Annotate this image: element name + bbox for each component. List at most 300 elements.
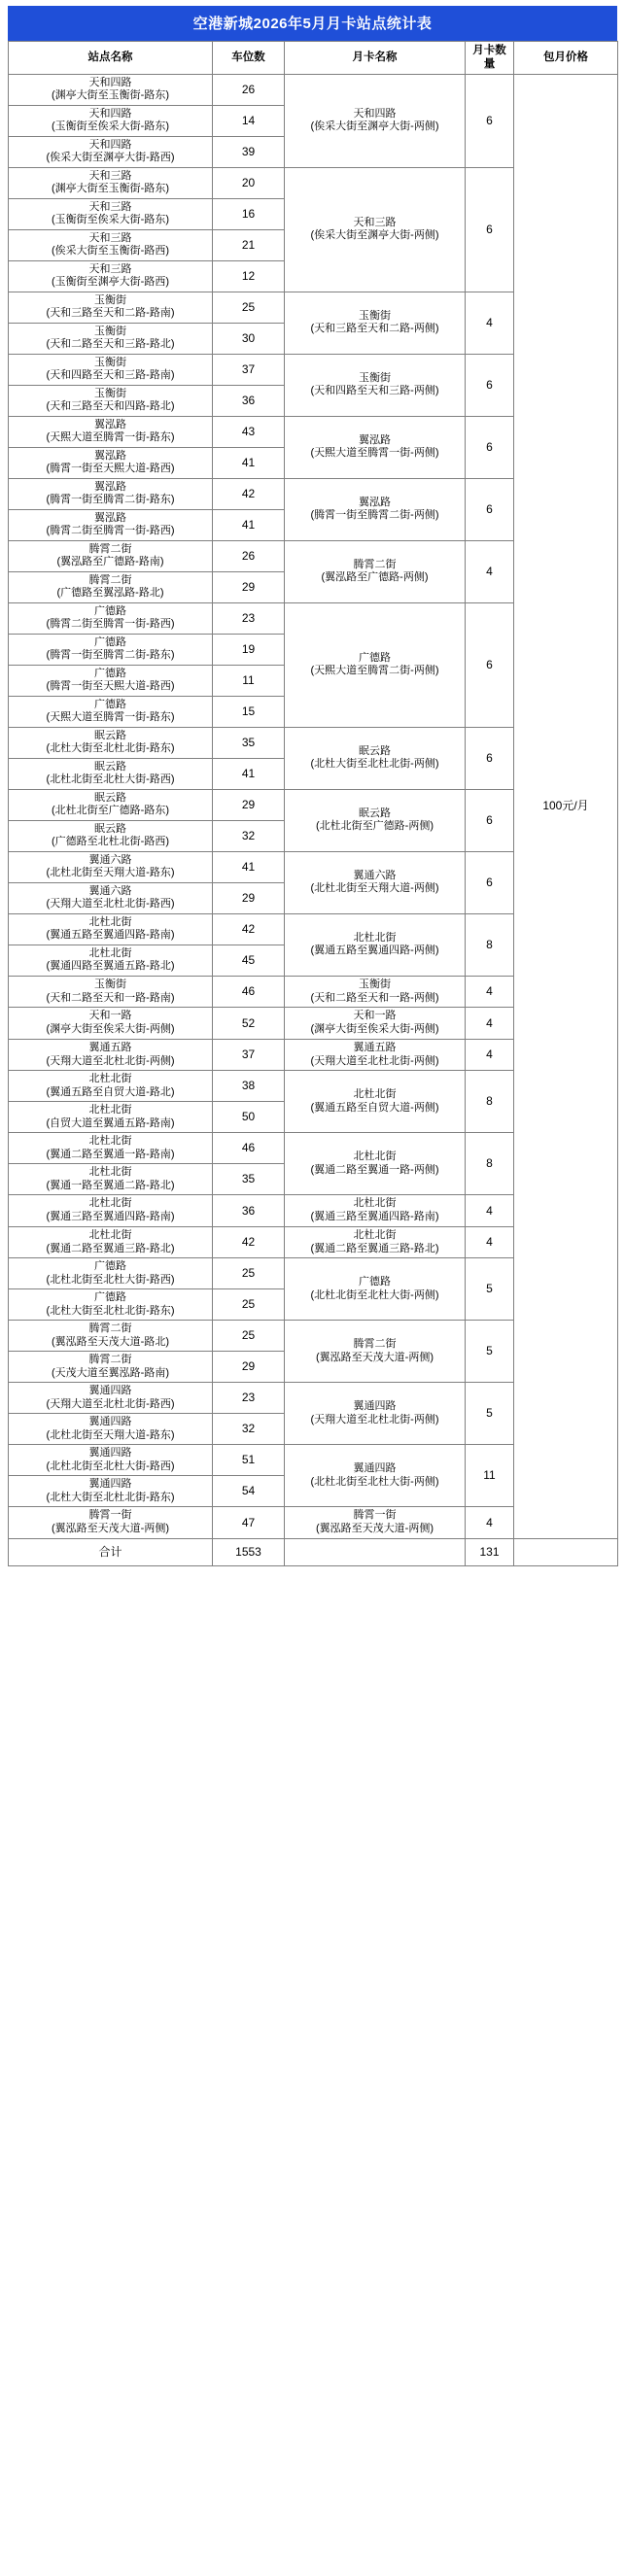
card-name-line1: 腾霄二街 bbox=[353, 558, 397, 570]
slot-count-cell: 41 bbox=[213, 758, 285, 789]
card-name-cell bbox=[285, 292, 466, 354]
station-name-cell bbox=[9, 913, 213, 945]
station-name-line1: 广德路 bbox=[94, 604, 126, 617]
slot-count-cell: 45 bbox=[213, 945, 285, 976]
station-name-line1: 广德路 bbox=[94, 1291, 126, 1303]
station-name-cell bbox=[9, 354, 213, 385]
station-name-line2: (腾霄一街至天熙大道-路西) bbox=[46, 680, 175, 693]
slot-count-cell: 41 bbox=[213, 851, 285, 882]
card-name-line1: 北杜北街 bbox=[353, 931, 397, 944]
station-name-line1: 翼通六路 bbox=[88, 884, 132, 897]
station-name-line1: 腾霄二街 bbox=[88, 542, 132, 555]
slot-count-cell: 29 bbox=[213, 882, 285, 913]
slot-count-cell: 26 bbox=[213, 74, 285, 105]
slot-count-cell: 29 bbox=[213, 571, 285, 602]
card-name-cell bbox=[285, 1226, 466, 1258]
station-name-cell bbox=[9, 945, 213, 976]
station-name-line2: (翼通二路至翼通三路-路北) bbox=[46, 1242, 175, 1254]
station-name-cell bbox=[9, 1321, 213, 1352]
column-header-card: 月卡名称 bbox=[285, 42, 466, 75]
card-name-line2: (翼泓路至天茂大道-两侧) bbox=[316, 1523, 434, 1534]
station-name-cell bbox=[9, 1164, 213, 1195]
card-name-line1: 广德路 bbox=[359, 651, 391, 664]
card-name-cell bbox=[285, 478, 466, 540]
card-count-cell: 6 bbox=[466, 167, 514, 292]
station-name-line1: 腾霄二街 bbox=[88, 1322, 132, 1334]
card-name-line1: 腾霄一街 bbox=[353, 1509, 397, 1522]
station-name-cell bbox=[9, 1289, 213, 1321]
station-name-line1: 眠云路 bbox=[94, 729, 126, 741]
station-name-line2: (渊亭大街至玉衡街-路东) bbox=[52, 183, 169, 195]
total-count-cell: 131 bbox=[466, 1538, 514, 1565]
card-count-cell: 4 bbox=[466, 292, 514, 354]
card-name-line1: 天和三路 bbox=[353, 216, 397, 228]
station-name-cell bbox=[9, 665, 213, 696]
card-name-line2: (天和三路至天和二路-两侧) bbox=[310, 323, 439, 335]
monthly-card-station-table bbox=[8, 41, 618, 1566]
station-name-line2: (翼通三路至翼通四路-路南) bbox=[46, 1211, 175, 1222]
station-name-line1: 翼泓路 bbox=[94, 511, 126, 524]
slot-count-cell: 12 bbox=[213, 260, 285, 292]
station-name-line2: (天茂大道至翼泓路-路南) bbox=[52, 1366, 169, 1379]
station-name-cell bbox=[9, 478, 213, 509]
station-name-cell bbox=[9, 820, 213, 851]
card-name-line2: (天和四路至天和三路-两侧) bbox=[310, 385, 439, 397]
card-name-line2: (天翔大道至北杜北街-两侧) bbox=[310, 1054, 439, 1067]
card-name-line1: 腾霄二街 bbox=[353, 1338, 397, 1350]
station-name-line2: (翼泓路至天茂大道-两侧) bbox=[52, 1523, 169, 1534]
station-name-cell bbox=[9, 260, 213, 292]
card-name-line2: (北杜大街至北杜北街-两侧) bbox=[310, 758, 439, 771]
station-name-cell bbox=[9, 198, 213, 229]
card-count-cell: 4 bbox=[466, 1039, 514, 1071]
card-count-cell: 11 bbox=[466, 1445, 514, 1507]
card-name-line2: (翼泓路至广德路-两侧) bbox=[321, 571, 429, 584]
station-name-line1: 眠云路 bbox=[94, 822, 126, 835]
card-name-line1: 天和一路 bbox=[353, 1010, 397, 1022]
card-name-line1: 玉衡街 bbox=[359, 371, 391, 384]
station-name-cell bbox=[9, 167, 213, 198]
station-name-line1: 天和一路 bbox=[88, 1010, 132, 1022]
card-name-cell bbox=[285, 1008, 466, 1040]
card-name-line1: 北杜北街 bbox=[353, 1197, 397, 1210]
slot-count-cell: 25 bbox=[213, 292, 285, 323]
slot-count-cell: 16 bbox=[213, 198, 285, 229]
slot-count-cell: 41 bbox=[213, 447, 285, 478]
slot-count-cell: 50 bbox=[213, 1102, 285, 1133]
slot-count-cell: 23 bbox=[213, 602, 285, 634]
card-count-cell: 5 bbox=[466, 1258, 514, 1321]
card-name-line1: 玉衡街 bbox=[359, 978, 391, 990]
column-header-station: 站点名称 bbox=[9, 42, 213, 75]
card-name-cell bbox=[285, 1321, 466, 1383]
station-name-line2: (北杜北街至北杜大街-路西) bbox=[46, 1460, 175, 1472]
column-header-slots: 车位数 bbox=[213, 42, 285, 75]
card-name-cell bbox=[285, 1195, 466, 1227]
slot-count-cell: 52 bbox=[213, 1008, 285, 1040]
card-name-line1: 翼通六路 bbox=[353, 869, 397, 881]
station-name-line1: 翼通四路 bbox=[88, 1478, 132, 1490]
card-name-line1: 眠云路 bbox=[359, 744, 391, 757]
station-name-line1: 天和三路 bbox=[88, 262, 132, 275]
station-name-line1: 天和四路 bbox=[88, 76, 132, 88]
card-name-cell bbox=[285, 1258, 466, 1321]
slot-count-cell: 51 bbox=[213, 1445, 285, 1476]
slot-count-cell: 25 bbox=[213, 1258, 285, 1289]
card-name-line1: 翼通五路 bbox=[353, 1041, 397, 1053]
station-name-line2: (俟采大街至玉衡街-路西) bbox=[52, 245, 169, 258]
card-name-line1: 翼通四路 bbox=[353, 1462, 397, 1474]
card-name-line2: (北杜北街至天翔大道-两侧) bbox=[310, 882, 439, 895]
station-name-line1: 玉衡街 bbox=[94, 325, 126, 337]
station-name-cell bbox=[9, 105, 213, 136]
card-name-line1: 翼泓路 bbox=[359, 433, 391, 446]
station-name-cell bbox=[9, 1039, 213, 1071]
station-name-cell bbox=[9, 74, 213, 105]
station-name-cell bbox=[9, 1445, 213, 1476]
card-name-cell bbox=[285, 74, 466, 167]
station-name-cell bbox=[9, 385, 213, 416]
card-count-cell: 8 bbox=[466, 1133, 514, 1195]
card-name-line1: 广德路 bbox=[359, 1276, 391, 1288]
slot-count-cell: 32 bbox=[213, 820, 285, 851]
card-name-line2: (北杜北街至广德路-两侧) bbox=[316, 820, 434, 833]
slot-count-cell: 11 bbox=[213, 665, 285, 696]
station-name-line2: (北杜大街至北杜北街-路东) bbox=[46, 742, 175, 755]
station-name-line2: (天熙大道至腾霄一街-路东) bbox=[46, 711, 175, 724]
card-name-line2: (翼通五路至自贸大道-两侧) bbox=[310, 1101, 439, 1114]
slot-count-cell: 41 bbox=[213, 509, 285, 540]
station-name-line2: (北杜北街至天翔大道-路东) bbox=[46, 1428, 175, 1441]
station-name-line1: 翼通四路 bbox=[88, 1385, 132, 1396]
station-name-line2: (北杜北街至北杜大街-路西) bbox=[46, 773, 175, 786]
slot-count-cell: 20 bbox=[213, 167, 285, 198]
card-name-line2: (天熙大道至腾霄一街-两侧) bbox=[310, 447, 439, 460]
station-name-cell bbox=[9, 1352, 213, 1383]
slot-count-cell: 38 bbox=[213, 1071, 285, 1102]
card-name-cell bbox=[285, 851, 466, 913]
slot-count-cell: 36 bbox=[213, 385, 285, 416]
station-name-line2: (翼通二路至翼通一路-路南) bbox=[46, 1148, 175, 1160]
station-name-line1: 北杜北街 bbox=[88, 1135, 132, 1147]
slot-count-cell: 26 bbox=[213, 540, 285, 571]
card-name-line2: (翼通二路至翼通一路-两侧) bbox=[310, 1163, 439, 1176]
card-count-cell: 4 bbox=[466, 1226, 514, 1258]
card-name-cell bbox=[285, 1039, 466, 1071]
station-name-line1: 北杜北街 bbox=[88, 1073, 132, 1084]
station-name-line1: 北杜北街 bbox=[88, 1166, 132, 1178]
card-count-cell: 4 bbox=[466, 1195, 514, 1227]
station-name-line1: 翼泓路 bbox=[94, 418, 126, 430]
slot-count-cell: 46 bbox=[213, 976, 285, 1008]
card-count-cell: 8 bbox=[466, 913, 514, 976]
slot-count-cell: 46 bbox=[213, 1133, 285, 1164]
total-card-blank-cell bbox=[285, 1538, 466, 1565]
station-name-line2: (天翔大道至北杜北街-两侧) bbox=[46, 1054, 175, 1067]
station-name-line2: (自贸大道至翼通五路-路南) bbox=[46, 1116, 175, 1129]
card-name-cell bbox=[285, 167, 466, 292]
card-name-cell bbox=[285, 602, 466, 727]
station-name-line1: 腾霄二街 bbox=[88, 1354, 132, 1365]
station-name-cell bbox=[9, 1476, 213, 1507]
station-name-line1: 翼通四路 bbox=[88, 1447, 132, 1459]
card-count-cell: 6 bbox=[466, 789, 514, 851]
station-name-cell bbox=[9, 416, 213, 447]
price-cell: 100元/月 bbox=[514, 74, 618, 1538]
card-name-cell bbox=[285, 416, 466, 478]
column-header-price: 包月价格 bbox=[514, 42, 618, 75]
station-name-line1: 腾霄二街 bbox=[88, 573, 132, 586]
station-name-line1: 天和四路 bbox=[88, 107, 132, 120]
card-name-cell bbox=[285, 540, 466, 602]
slot-count-cell: 42 bbox=[213, 913, 285, 945]
station-name-line1: 天和三路 bbox=[88, 200, 132, 213]
station-name-line1: 北杜北街 bbox=[88, 946, 132, 959]
slot-count-cell: 37 bbox=[213, 1039, 285, 1071]
slot-count-cell: 47 bbox=[213, 1507, 285, 1539]
station-name-line1: 翼通四路 bbox=[88, 1416, 132, 1427]
card-count-cell: 4 bbox=[466, 540, 514, 602]
station-name-line2: (北杜北街至广德路-路东) bbox=[52, 805, 169, 817]
card-count-cell: 6 bbox=[466, 416, 514, 478]
station-name-line1: 玉衡街 bbox=[94, 356, 126, 368]
station-name-line1: 翼通五路 bbox=[88, 1041, 132, 1053]
station-name-line1: 天和三路 bbox=[88, 231, 132, 244]
station-name-line2: (天熙大道至腾霄一街-路东) bbox=[46, 431, 175, 444]
card-name-line2: (天翔大道至北杜北街-两侧) bbox=[310, 1413, 439, 1425]
station-name-line2: (腾霄一街至腾霄二街-路东) bbox=[46, 494, 175, 506]
station-name-line2: (翼通四路至翼通五路-路北) bbox=[46, 960, 175, 973]
station-name-line1: 广德路 bbox=[94, 667, 126, 679]
slot-count-cell: 25 bbox=[213, 1289, 285, 1321]
station-name-cell bbox=[9, 136, 213, 167]
card-count-cell: 8 bbox=[466, 1071, 514, 1133]
card-name-line2: (天和二路至天和一路-两侧) bbox=[310, 991, 439, 1004]
card-name-line1: 翼泓路 bbox=[359, 496, 391, 508]
slot-count-cell: 14 bbox=[213, 105, 285, 136]
card-name-cell bbox=[285, 789, 466, 851]
card-name-line2: (渊亭大街至俟采大街-两侧) bbox=[310, 1023, 439, 1035]
station-name-line1: 翼泓路 bbox=[94, 480, 126, 493]
card-name-line2: (俟采大街至渊亭大街-两侧) bbox=[310, 229, 439, 242]
card-count-cell: 6 bbox=[466, 602, 514, 727]
station-name-line1: 玉衡街 bbox=[94, 978, 126, 990]
station-name-cell bbox=[9, 758, 213, 789]
card-count-cell: 6 bbox=[466, 74, 514, 167]
station-name-cell bbox=[9, 1133, 213, 1164]
station-name-line2: (天和四路至天和三路-路南) bbox=[46, 369, 175, 382]
total-slots-cell: 1553 bbox=[213, 1538, 285, 1565]
card-name-line1: 天和四路 bbox=[353, 107, 397, 120]
station-name-cell bbox=[9, 323, 213, 354]
station-name-cell bbox=[9, 509, 213, 540]
station-name-cell bbox=[9, 1102, 213, 1133]
total-price-blank-cell bbox=[514, 1538, 618, 1565]
slot-count-cell: 21 bbox=[213, 229, 285, 260]
card-name-line1: 眠云路 bbox=[359, 807, 391, 819]
card-name-line1: 翼通四路 bbox=[353, 1400, 397, 1412]
station-name-line1: 广德路 bbox=[94, 635, 126, 648]
station-name-cell bbox=[9, 1414, 213, 1445]
card-name-line2: (腾霄一街至腾霄二街-两侧) bbox=[310, 509, 439, 522]
slot-count-cell: 19 bbox=[213, 634, 285, 665]
station-name-line2: (翼通五路至翼通四路-路南) bbox=[46, 929, 175, 942]
card-name-cell bbox=[285, 727, 466, 789]
slot-count-cell: 35 bbox=[213, 727, 285, 758]
station-name-cell bbox=[9, 1258, 213, 1289]
station-name-line2: (玉衡街至渊亭大街-路西) bbox=[52, 276, 169, 289]
card-name-cell bbox=[285, 354, 466, 416]
card-name-line1: 北杜北街 bbox=[353, 1228, 397, 1241]
column-header-count: 月卡数量 bbox=[466, 42, 514, 75]
station-name-cell bbox=[9, 1226, 213, 1258]
station-name-line2: (天和三路至天和二路-路南) bbox=[46, 307, 175, 320]
station-name-line2: (腾霄二街至腾霄一街-路西) bbox=[46, 618, 175, 631]
station-name-cell bbox=[9, 851, 213, 882]
card-count-cell: 6 bbox=[466, 478, 514, 540]
station-name-line1: 玉衡街 bbox=[94, 293, 126, 306]
card-name-cell bbox=[285, 976, 466, 1008]
station-name-line1: 天和四路 bbox=[88, 138, 132, 151]
station-name-line2: (翼通五路至自贸大道-路北) bbox=[46, 1085, 175, 1098]
card-name-cell bbox=[285, 1445, 466, 1507]
station-name-line1: 北杜北街 bbox=[88, 1104, 132, 1116]
station-name-line2: (天翔大道至北杜北街-路西) bbox=[46, 1397, 175, 1410]
station-name-cell bbox=[9, 571, 213, 602]
card-name-line2: (北杜北街至北杜大街-两侧) bbox=[310, 1475, 439, 1488]
slot-count-cell: 42 bbox=[213, 478, 285, 509]
station-name-line2: (广德路至翼泓路-路北) bbox=[56, 587, 164, 600]
station-name-cell bbox=[9, 229, 213, 260]
total-row bbox=[9, 1538, 618, 1565]
station-name-cell bbox=[9, 1195, 213, 1227]
station-name-line1: 翼泓路 bbox=[94, 449, 126, 462]
card-name-line1: 北杜北街 bbox=[353, 1088, 397, 1100]
station-name-line1: 天和三路 bbox=[88, 169, 132, 182]
card-name-line2: (翼泓路至天茂大道-两侧) bbox=[316, 1351, 434, 1363]
station-name-cell bbox=[9, 1507, 213, 1539]
card-name-line1: 北杜北街 bbox=[353, 1151, 397, 1162]
station-name-line1: 眠云路 bbox=[94, 791, 126, 804]
slot-count-cell: 43 bbox=[213, 416, 285, 447]
card-name-line2: (俟采大街至渊亭大街-两侧) bbox=[310, 120, 439, 133]
card-name-line2: (翼通二路至翼通三路-路北) bbox=[310, 1242, 439, 1254]
station-name-cell bbox=[9, 1071, 213, 1102]
card-name-cell bbox=[285, 1071, 466, 1133]
station-name-line2: (腾霄一街至腾霄二街-路东) bbox=[46, 649, 175, 662]
station-name-line1: 北杜北街 bbox=[88, 1228, 132, 1241]
station-name-cell bbox=[9, 540, 213, 571]
card-count-cell: 5 bbox=[466, 1383, 514, 1445]
slot-count-cell: 37 bbox=[213, 354, 285, 385]
station-name-line2: (渊亭大街至俟采大街-两侧) bbox=[46, 1023, 175, 1035]
station-name-line2: (天和二路至天和一路-路南) bbox=[46, 991, 175, 1004]
station-name-line2: (俟采大街至渊亭大街-路西) bbox=[46, 152, 175, 164]
card-count-cell: 6 bbox=[466, 727, 514, 789]
station-name-cell bbox=[9, 447, 213, 478]
station-name-cell bbox=[9, 292, 213, 323]
station-name-line2: (玉衡街至俟采大街-路东) bbox=[52, 120, 169, 133]
station-name-cell bbox=[9, 634, 213, 665]
slot-count-cell: 29 bbox=[213, 789, 285, 820]
card-name-line2: (翼通五路至翼通四路-两侧) bbox=[310, 945, 439, 957]
station-name-line1: 腾霄一街 bbox=[88, 1509, 132, 1522]
page-title: 空港新城2026年5月月卡站点统计表 bbox=[8, 6, 617, 41]
card-count-cell: 6 bbox=[466, 851, 514, 913]
station-name-cell bbox=[9, 1008, 213, 1040]
station-name-cell bbox=[9, 1383, 213, 1414]
slot-count-cell: 42 bbox=[213, 1226, 285, 1258]
station-name-line2: (翼泓路至天茂大道-路北) bbox=[52, 1335, 169, 1348]
station-name-cell bbox=[9, 727, 213, 758]
station-name-line2: (翼泓路至广德路-路南) bbox=[56, 556, 164, 568]
station-name-line2: (北杜大街至北杜北街-路东) bbox=[46, 1491, 175, 1503]
slot-count-cell: 36 bbox=[213, 1195, 285, 1227]
card-name-cell bbox=[285, 913, 466, 976]
slot-count-cell: 30 bbox=[213, 323, 285, 354]
station-name-cell bbox=[9, 789, 213, 820]
card-name-line2: (北杜北街至北杜大街-两侧) bbox=[310, 1288, 439, 1301]
slot-count-cell: 23 bbox=[213, 1383, 285, 1414]
station-name-line1: 北杜北街 bbox=[88, 915, 132, 928]
station-name-line2: (腾霄二街至腾霄一街-路西) bbox=[46, 525, 175, 537]
card-name-cell bbox=[285, 1133, 466, 1195]
card-name-line1: 玉衡街 bbox=[359, 309, 391, 322]
table-row bbox=[9, 74, 618, 105]
slot-count-cell: 15 bbox=[213, 696, 285, 727]
station-name-line2: (翼通一路至翼通二路-路北) bbox=[46, 1179, 175, 1191]
station-name-cell bbox=[9, 602, 213, 634]
slot-count-cell: 35 bbox=[213, 1164, 285, 1195]
station-name-line1: 眠云路 bbox=[94, 760, 126, 773]
station-name-line2: (天和三路至天和四路-路北) bbox=[46, 400, 175, 413]
station-name-line2: (玉衡街至俟采大街-路东) bbox=[52, 214, 169, 226]
slot-count-cell: 54 bbox=[213, 1476, 285, 1507]
station-name-line1: 广德路 bbox=[94, 698, 126, 710]
station-name-line2: (腾霄一街至天熙大道-路西) bbox=[46, 463, 175, 475]
slot-count-cell: 25 bbox=[213, 1321, 285, 1352]
card-name-line2: (天熙大道至腾霄二街-两侧) bbox=[310, 665, 439, 677]
card-name-cell bbox=[285, 1507, 466, 1539]
station-name-line1: 翼通六路 bbox=[88, 853, 132, 866]
station-name-line2: (广德路至北杜北街-路西) bbox=[52, 836, 169, 848]
card-name-line2: (翼通三路至翼通四路-路南) bbox=[310, 1211, 439, 1222]
station-name-line2: (天和二路至天和三路-路北) bbox=[46, 338, 175, 351]
card-count-cell: 4 bbox=[466, 976, 514, 1008]
card-name-cell bbox=[285, 1383, 466, 1445]
station-name-line2: (北杜北街至天翔大道-路东) bbox=[46, 867, 175, 879]
card-count-cell: 4 bbox=[466, 1008, 514, 1040]
station-name-line1: 广德路 bbox=[94, 1260, 126, 1272]
station-name-line2: (天翔大道至北杜北街-路西) bbox=[46, 898, 175, 910]
total-label-cell: 合计 bbox=[9, 1538, 213, 1565]
table-header bbox=[9, 42, 618, 75]
header-row bbox=[9, 42, 618, 75]
station-name-line1: 玉衡街 bbox=[94, 387, 126, 399]
table-body bbox=[9, 74, 618, 1565]
slot-count-cell: 29 bbox=[213, 1352, 285, 1383]
station-name-line2: (北杜大街至北杜北街-路东) bbox=[46, 1304, 175, 1317]
card-count-cell: 5 bbox=[466, 1321, 514, 1383]
station-name-line2: (渊亭大街至玉衡街-路东) bbox=[52, 89, 169, 102]
station-name-cell bbox=[9, 882, 213, 913]
station-name-line1: 北杜北街 bbox=[88, 1197, 132, 1210]
slot-count-cell: 32 bbox=[213, 1414, 285, 1445]
station-name-cell bbox=[9, 696, 213, 727]
card-count-cell: 6 bbox=[466, 354, 514, 416]
station-name-line2: (北杜北街至北杜大街-路西) bbox=[46, 1273, 175, 1286]
card-count-cell: 4 bbox=[466, 1507, 514, 1539]
